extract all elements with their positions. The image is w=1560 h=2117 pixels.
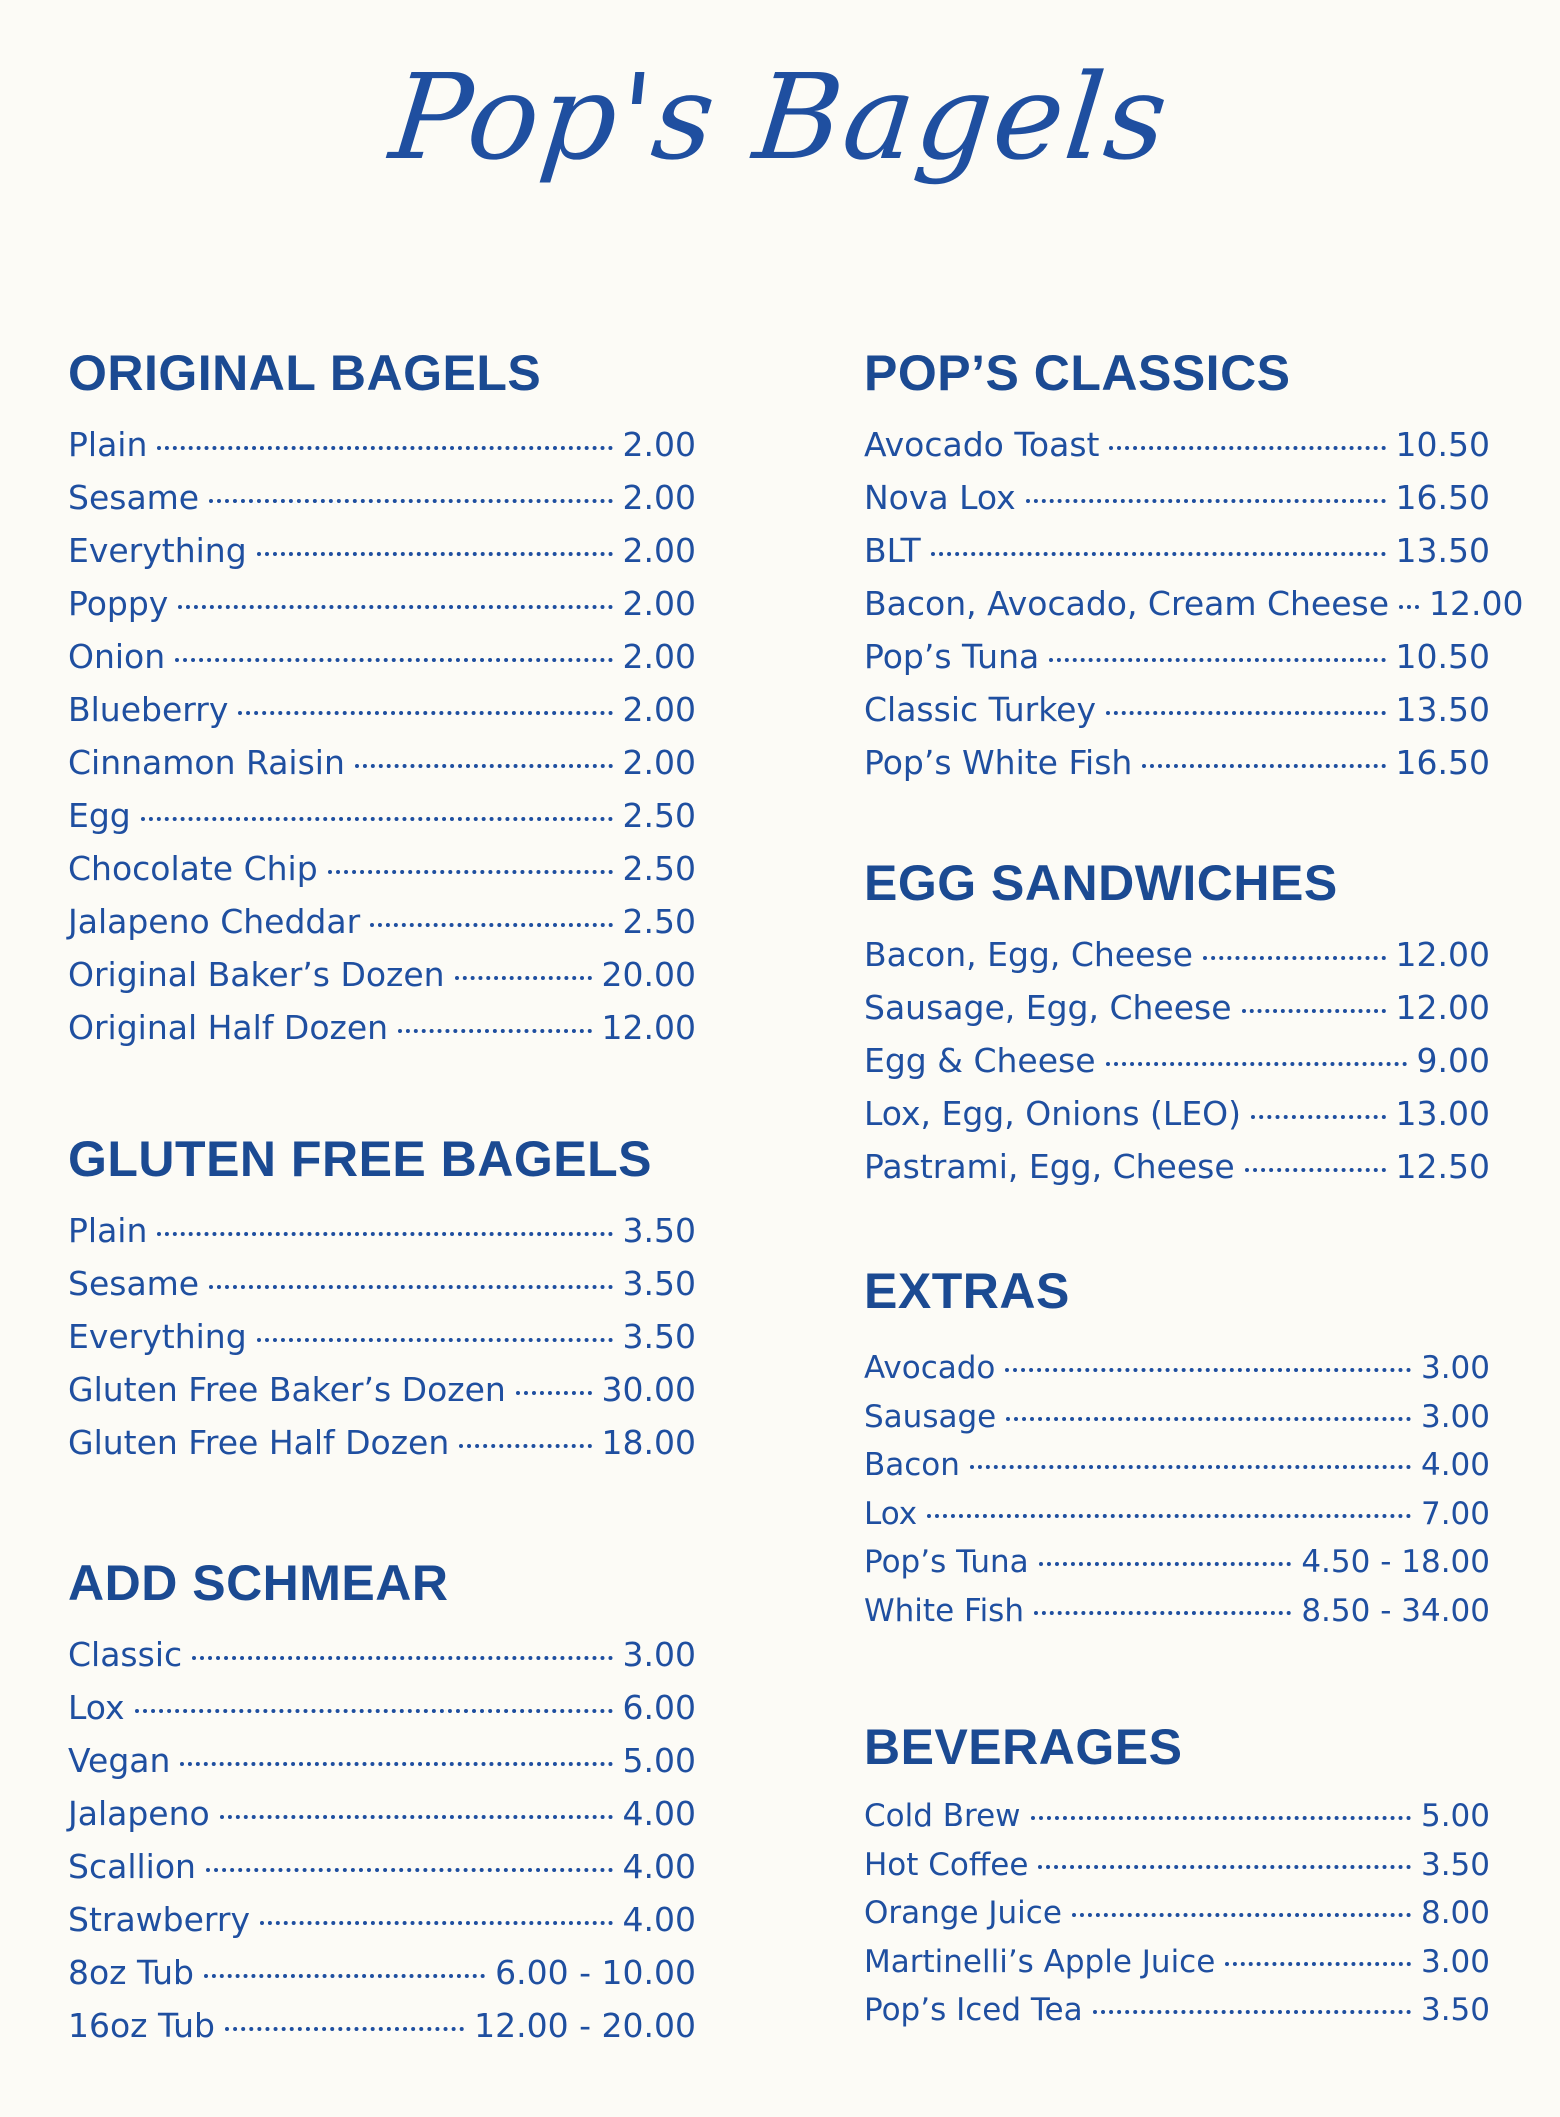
section-original-bagels <box>68 338 696 1054</box>
menu-item-name: Poppy <box>68 584 169 623</box>
menu-item-price: 5.00 <box>1420 1798 1490 1834</box>
dot-leader <box>257 1338 613 1342</box>
menu-item-name: Pop’s Iced Tea <box>864 1992 1083 2028</box>
menu-item-name: Egg <box>68 796 131 835</box>
menu-item-name: Strawberry <box>68 1900 250 1939</box>
menu-item-name: 16oz Tub <box>68 2006 216 2045</box>
menu-item-price: 2.00 <box>622 531 696 570</box>
menu-item-price: 2.00 <box>622 478 696 517</box>
dot-leader <box>141 817 613 821</box>
menu-item-name: Pop’s Tuna <box>864 637 1040 676</box>
menu-item-name: Everything <box>68 1317 247 1356</box>
menu-item-name: Cinnamon Raisin <box>68 743 345 782</box>
menu-title: Pop's Bagels <box>384 48 1176 186</box>
menu-item-price: 4.00 <box>622 1794 696 1833</box>
menu-item-name: Chocolate Chip <box>68 849 318 888</box>
section-heading: ORIGINAL BAGELS <box>68 345 542 401</box>
menu-item-name: Hot Coffee <box>864 1846 1029 1883</box>
menu-item <box>864 1344 1490 1393</box>
dot-leader <box>1034 1611 1291 1615</box>
menu-item <box>864 981 1490 1034</box>
menu-item-price: 2.00 <box>622 584 696 623</box>
menu-item-price: 13.50 <box>1395 531 1490 570</box>
menu-item-name: Lox <box>68 1688 125 1727</box>
dot-leader <box>355 764 613 768</box>
menu-item-name: Lox, Egg, Onions (LEO) <box>864 1094 1242 1133</box>
menu-item-price: 30.00 <box>601 1370 696 1409</box>
menu-item-name: Pastrami, Egg, Cheese <box>864 1147 1235 1186</box>
dot-leader <box>1031 1816 1411 1820</box>
section-extras <box>864 1256 1490 1635</box>
section-heading: EXTRAS <box>864 1263 1070 1319</box>
menu-item-price: 3.50 <box>1420 1992 1490 2028</box>
menu-item-price: 12.00 <box>1395 935 1490 974</box>
menu-item-price: 2.00 <box>622 425 696 464</box>
section-heading: ADD SCHMEAR <box>68 1555 449 1611</box>
dot-leader <box>398 1029 591 1033</box>
dot-leader <box>257 552 613 556</box>
menu-item <box>864 1490 1490 1539</box>
menu-item <box>68 418 696 471</box>
menu-item-name: Bacon, Avocado, Cream Cheese <box>864 584 1390 623</box>
item-list <box>864 1344 1490 1635</box>
dot-leader <box>209 499 612 503</box>
menu-item-price: 9.00 <box>1416 1041 1490 1080</box>
menu-item-name: White Fish <box>864 1592 1024 1629</box>
dot-leader <box>328 870 613 874</box>
section-egg-sandwiches <box>864 848 1490 1193</box>
menu-item-price: 12.00 - 20.00 <box>474 2006 696 2045</box>
section-add-schmear <box>68 1548 696 2052</box>
menu-item-price: 6.00 <box>622 1688 696 1727</box>
dot-leader <box>157 1232 612 1236</box>
menu-item-price: 10.50 <box>1395 637 1490 676</box>
menu-item-price: 3.50 <box>622 1317 696 1356</box>
menu-item <box>68 1999 696 2052</box>
menu-item <box>864 418 1490 471</box>
menu-item <box>68 524 696 577</box>
menu-item-name: Blueberry <box>68 690 229 729</box>
menu-item-price: 3.00 <box>1420 1943 1490 1980</box>
menu-item <box>864 1986 1490 2035</box>
dot-leader <box>1072 1913 1411 1917</box>
dot-leader <box>370 923 612 927</box>
menu-item-name: Bacon, Egg, Cheese <box>864 935 1193 974</box>
menu-item <box>864 736 1490 789</box>
dot-leader <box>1142 764 1385 768</box>
menu-item-price: 4.50 - 18.00 <box>1301 1544 1490 1580</box>
menu-item-price: 18.00 <box>601 1423 696 1462</box>
menu-item-name: Avocado Toast <box>864 425 1100 464</box>
dot-leader <box>260 1921 613 1925</box>
menu-item-price: 13.00 <box>1395 1094 1490 1133</box>
dot-leader <box>516 1391 592 1395</box>
menu-item-name: Jalapeno <box>68 1794 210 1833</box>
menu-item-price: 4.00 <box>622 1900 696 1939</box>
menu-item-name: Gluten Free Baker’s Dozen <box>68 1370 506 1409</box>
menu-item <box>864 1841 1490 1890</box>
menu-item-name: Sesame <box>68 1264 200 1303</box>
menu-item <box>68 1628 696 1681</box>
menu-item <box>864 683 1490 736</box>
menu-item-name: Sesame <box>68 478 200 517</box>
menu-item-name: Onion <box>68 637 166 676</box>
menu-item-name: BLT <box>864 531 921 570</box>
menu-item <box>864 1087 1490 1140</box>
menu-item <box>68 1363 696 1416</box>
item-list <box>864 928 1490 1193</box>
dot-leader <box>204 1974 485 1978</box>
menu-item-price: 3.00 <box>622 1635 696 1674</box>
menu-item-price: 12.00 <box>1395 988 1490 1027</box>
dot-leader <box>206 1868 613 1872</box>
dot-leader <box>1399 605 1419 609</box>
dot-leader <box>1203 956 1386 960</box>
menu-item-price: 3.00 <box>1420 1350 1490 1386</box>
item-list <box>864 418 1524 789</box>
menu-item <box>68 948 696 1001</box>
menu-item-name: Gluten Free Half Dozen <box>68 1423 450 1462</box>
item-list <box>68 1628 696 2052</box>
menu-item-price: 5.00 <box>622 1741 696 1780</box>
menu-item <box>864 1587 1490 1636</box>
menu-item-name: Sausage <box>864 1398 997 1435</box>
menu-item-price: 4.00 <box>1420 1447 1490 1483</box>
menu-item-price: 4.00 <box>622 1847 696 1886</box>
menu-item-price: 10.50 <box>1395 425 1490 464</box>
menu-item-price: 13.50 <box>1395 690 1490 729</box>
menu-item-name: Pop’s White Fish <box>864 743 1133 782</box>
menu-item <box>68 842 696 895</box>
menu-item <box>68 1893 696 1946</box>
item-list <box>864 1792 1490 2035</box>
dot-leader <box>225 2027 464 2031</box>
menu-item <box>68 471 696 524</box>
menu-item <box>68 1310 696 1363</box>
menu-item-name: 8oz Tub <box>68 1953 195 1992</box>
menu-item <box>68 1204 696 1257</box>
dot-leader <box>1225 1962 1411 1966</box>
menu-item <box>864 1034 1490 1087</box>
dot-leader <box>1038 1865 1411 1869</box>
dot-leader <box>1005 1368 1411 1372</box>
menu-item <box>864 630 1490 683</box>
dot-leader <box>1245 1168 1386 1172</box>
menu-item <box>68 1257 696 1310</box>
menu-item-name: Plain <box>68 425 148 464</box>
dot-leader <box>455 976 592 980</box>
menu-item-name: Everything <box>68 531 247 570</box>
menu-item <box>864 1393 1490 1442</box>
dot-leader <box>192 1656 612 1660</box>
menu-item-name: Jalapeno Cheddar <box>68 902 361 941</box>
menu-item-name: Original Half Dozen <box>68 1008 389 1047</box>
menu-item <box>68 736 696 789</box>
menu-item-name: Vegan <box>68 1741 171 1780</box>
dot-leader <box>1109 446 1385 450</box>
section-gluten-free-bagels <box>68 1124 696 1469</box>
section-beverages <box>864 1712 1490 2035</box>
menu-item <box>68 895 696 948</box>
menu-item <box>864 524 1490 577</box>
dot-leader <box>157 446 612 450</box>
section-heading: EGG SANDWICHES <box>864 855 1338 911</box>
menu-item <box>864 1792 1490 1841</box>
dot-leader <box>209 1285 612 1289</box>
menu-item-price: 8.00 <box>1420 1895 1490 1931</box>
dot-leader <box>1026 499 1386 503</box>
menu-item <box>864 471 1490 524</box>
menu-item-name: Sausage, Egg, Cheese <box>864 988 1232 1027</box>
dot-leader <box>1039 1562 1292 1566</box>
menu-item-price: 16.50 <box>1395 743 1490 782</box>
dot-leader <box>1251 1115 1385 1119</box>
dot-leader <box>1106 711 1386 715</box>
menu-item <box>864 1140 1490 1193</box>
section-heading: BEVERAGES <box>864 1719 1183 1775</box>
menu-item-price: 12.00 <box>1429 584 1524 623</box>
menu-item <box>68 630 696 683</box>
menu-item <box>68 1840 696 1893</box>
menu-item-name: Bacon <box>864 1447 960 1483</box>
dot-leader <box>180 1762 612 1766</box>
menu-item-price: 2.00 <box>622 637 696 676</box>
item-list <box>68 418 696 1054</box>
dot-leader <box>220 1815 613 1819</box>
menu-item-price: 20.00 <box>601 955 696 994</box>
menu-item <box>864 1441 1490 1490</box>
menu-item-price: 16.50 <box>1395 478 1490 517</box>
menu-item <box>864 577 1524 630</box>
menu-item-name: Orange Juice <box>864 1895 1062 1931</box>
menu-item-price: 6.00 - 10.00 <box>495 1953 696 1992</box>
menu-item-name: Pop’s Tuna <box>864 1544 1029 1580</box>
dot-leader <box>927 1514 1411 1518</box>
menu-item <box>68 683 696 736</box>
menu-item-name: Egg & Cheese <box>864 1041 1096 1080</box>
menu-item <box>864 1889 1490 1938</box>
dot-leader <box>178 605 612 609</box>
dot-leader <box>135 1709 613 1713</box>
menu-item-name: Classic Turkey <box>864 690 1097 729</box>
menu-item-price: 2.00 <box>622 690 696 729</box>
menu-item-name: Original Baker’s Dozen <box>68 955 445 994</box>
menu-item-price: 12.00 <box>601 1008 696 1047</box>
menu-item-price: 2.50 <box>622 902 696 941</box>
menu-item-name: Classic <box>68 1635 183 1674</box>
section-pops-classics <box>864 338 1524 789</box>
menu-item-name: Lox <box>864 1495 918 1532</box>
dot-leader <box>1093 2010 1411 2014</box>
menu-item-name: Scallion <box>68 1847 196 1886</box>
menu-item-price: 3.50 <box>622 1211 696 1250</box>
menu-item-price: 7.00 <box>1420 1495 1490 1532</box>
menu-item-name: Plain <box>68 1211 148 1250</box>
menu-item-price: 12.50 <box>1395 1147 1490 1186</box>
dot-leader <box>1242 1009 1386 1013</box>
menu-item <box>68 577 696 630</box>
item-list <box>68 1204 696 1469</box>
menu-item <box>68 1001 696 1054</box>
dot-leader <box>1006 1417 1411 1421</box>
menu-item <box>68 1787 696 1840</box>
menu-item-price: 3.50 <box>622 1264 696 1303</box>
menu-item <box>68 789 696 842</box>
dot-leader <box>1106 1062 1407 1066</box>
menu-item <box>68 1946 696 1999</box>
section-heading: POP’S CLASSICS <box>864 345 1291 401</box>
menu-item-price: 2.00 <box>622 743 696 782</box>
menu-item-price: 2.50 <box>622 849 696 888</box>
menu-item <box>68 1681 696 1734</box>
menu-item <box>864 1538 1490 1587</box>
dot-leader <box>175 658 612 662</box>
menu-item-price: 3.00 <box>1420 1398 1490 1435</box>
menu-item-name: Martinelli’s Apple Juice <box>864 1943 1216 1980</box>
menu-item <box>864 1938 1490 1987</box>
menu-item-name: Avocado <box>864 1350 996 1386</box>
menu-item <box>864 928 1490 981</box>
menu-item-name: Cold Brew <box>864 1798 1021 1834</box>
dot-leader <box>238 711 612 715</box>
menu-item-name: Nova Lox <box>864 478 1016 517</box>
menu-item-price: 3.50 <box>1420 1846 1490 1883</box>
dot-leader <box>970 1465 1411 1469</box>
menu-item-price: 2.50 <box>622 796 696 835</box>
menu-item <box>68 1734 696 1787</box>
menu-item-price: 8.50 - 34.00 <box>1301 1592 1490 1629</box>
section-heading: GLUTEN FREE BAGELS <box>68 1131 653 1187</box>
menu-item <box>68 1416 696 1469</box>
dot-leader <box>1049 658 1385 662</box>
dot-leader <box>931 552 1386 556</box>
dot-leader <box>459 1444 591 1448</box>
